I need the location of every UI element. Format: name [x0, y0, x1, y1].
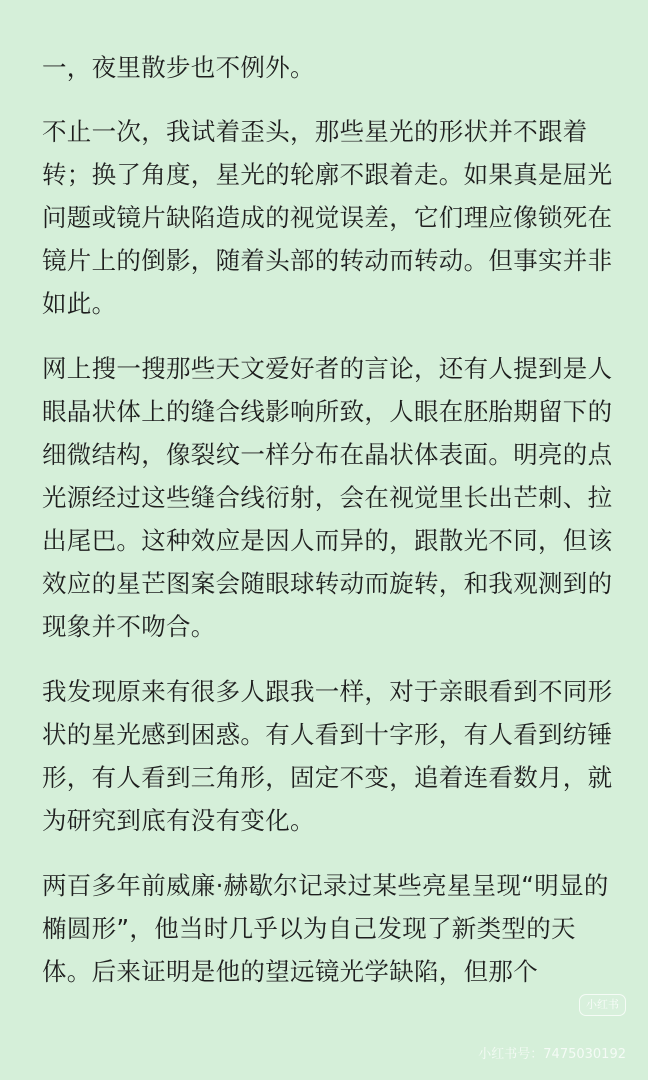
paragraph-1: 一，夜里散步也不例外。 [42, 53, 315, 82]
watermark-user-id: 小红书号：7475030192 [478, 1047, 626, 1062]
paragraph-4: 我发现原来有很多人跟我一样，对于亲眼看到不同形状的星光感到困惑。有人看到十字形，有人看到纺锤形，有人看到三角形，固定不变，追着连看数月，就为研究到底有没有变化。 [42, 677, 613, 835]
article-body [42, 46, 622, 1015]
paragraph-5: 两百多年前威廉·赫歇尔记录过某些亮星呈现“明显的椭圆形”，他当时几乎以为自己发现了新类型的天体。后来证明是他的望远镜光学缺陷，但那个 [42, 871, 609, 986]
paragraph-2: 不止一次，我试着歪头，那些星光的形状并不跟着转；换了角度，星光的轮廓不跟着走。如果真是屈光问题或镜片缺陷造成的视觉误差，它们理应像锁死在镜片上的倒影，随着头部的转动而转动。但事实并非如此。 [42, 117, 613, 318]
watermark [430, 994, 630, 1064]
xiaohongshu-logo: 小红书 [579, 994, 626, 1016]
paragraph-3: 网上搜一搜那些天文爱好者的言论，还有人提到是人眼晶状体上的缝合线影响所致，人眼在胚胎期留下的细微结构，像裂纹一样分布在晶状体表面。明亮的点光源经过这些缝合线衍射，会在视觉里长出芒刺、拉出尾巴。这种效应是因人而异的，跟散光不同，但该效应的星芒图案会随眼球转动而旋转，和我观测到的现象并不吻合。 [42, 354, 613, 641]
